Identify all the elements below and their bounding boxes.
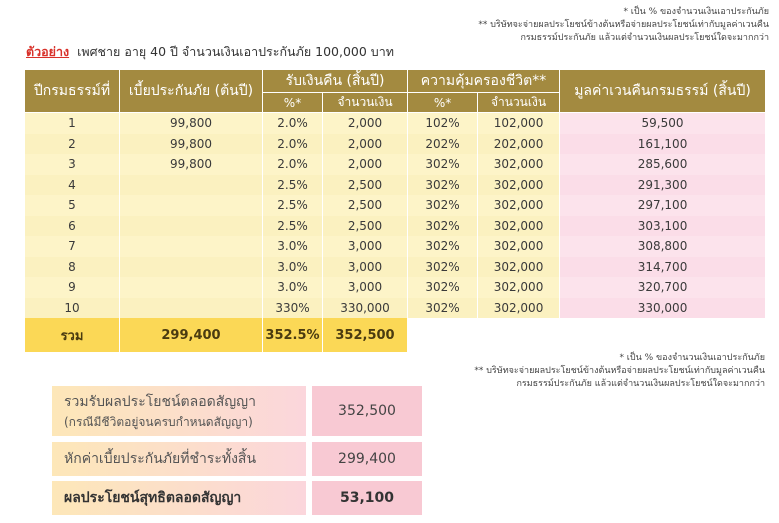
footnote-payout-cont: กรมธรรม์ประกันภัย แล้วแต่จำนวนเงินผลประโยชน์ใดจะมากกว่า [520, 33, 769, 43]
header-surrender: มูลค่าเวนคืนกรมธรรม์ (สิ้นปี) [560, 70, 766, 113]
cell-cashback-amount: 330,000 [323, 298, 408, 319]
cell-cashback-pct: 2.0% [263, 113, 323, 134]
table-row [25, 195, 766, 216]
cell-cashback-pct: 3.0% [263, 236, 323, 257]
table-row [25, 298, 766, 319]
cell-premium [120, 195, 263, 216]
table-row [25, 236, 766, 257]
cell-surrender-value: 297,100 [560, 195, 766, 216]
cell-year: 6 [25, 216, 120, 237]
total-cashback-amount: 352,500 [323, 318, 408, 352]
table-row [25, 175, 766, 196]
footnote-payout: ** บริษัทจะจ่ายผลประโยชน์ข้างต้นหรือจ่ายผลประโยชน์เท่ากับมูลค่าเวนคืน [478, 20, 769, 30]
header-cashback-amount: จำนวนเงิน [323, 93, 408, 113]
cell-protection-amount: 302,000 [478, 277, 560, 298]
cell-protection-pct: 102% [408, 113, 478, 134]
total-premium: 299,400 [120, 318, 263, 352]
cell-protection-amount: 302,000 [478, 257, 560, 278]
cell-cashback-amount: 3,000 [323, 277, 408, 298]
table-row [25, 216, 766, 237]
cell-premium [120, 277, 263, 298]
cell-protection-amount: 302,000 [478, 154, 560, 175]
cell-protection-amount: 302,000 [478, 175, 560, 196]
cell-protection-amount: 102,000 [478, 113, 560, 134]
table-row [25, 113, 766, 134]
cell-cashback-amount: 3,000 [323, 257, 408, 278]
cell-protection-amount: 302,000 [478, 216, 560, 237]
example-text: เพศชาย อายุ 40 ปี จำนวนเงินเอาประกันภัย 100,000 บาท [77, 44, 394, 59]
cell-protection-pct: 302% [408, 195, 478, 216]
cell-premium [120, 257, 263, 278]
cell-protection-amount: 302,000 [478, 195, 560, 216]
table-row [25, 154, 766, 175]
cell-year: 1 [25, 113, 120, 134]
cell-year: 3 [25, 154, 120, 175]
cell-cashback-amount: 3,000 [323, 236, 408, 257]
top-footnotes [429, 6, 769, 45]
cell-surrender-value: 314,700 [560, 257, 766, 278]
header-protection-amount: จำนวนเงิน [478, 93, 560, 113]
cell-surrender-value: 291,300 [560, 175, 766, 196]
cell-cashback-amount: 2,500 [323, 175, 408, 196]
example-intro [26, 42, 394, 62]
header-year: ปีกรมธรรม์ที่ [25, 70, 120, 113]
cell-premium: 99,800 [120, 134, 263, 155]
total-benefit-sublabel: (กรณีมีชีวิตอยู่จนครบกำหนดสัญญา) [64, 414, 253, 429]
mid-footnotes [465, 352, 765, 391]
cell-year: 7 [25, 236, 120, 257]
summary-net [52, 481, 422, 515]
footnote-payout-cont: กรมธรรม์ประกันภัย แล้วแต่จำนวนเงินผลประโยชน์ใดจะมากกว่า [516, 379, 765, 389]
cell-cashback-amount: 2,000 [323, 154, 408, 175]
cell-cashback-pct: 2.5% [263, 216, 323, 237]
cell-cashback-pct: 2.0% [263, 154, 323, 175]
cell-surrender-value: 308,800 [560, 236, 766, 257]
cell-premium: 99,800 [120, 113, 263, 134]
cell-surrender-value: 320,700 [560, 277, 766, 298]
total-benefit-value: 352,500 [312, 386, 422, 436]
summary-deduct [52, 442, 422, 476]
total-label: รวม [25, 318, 120, 352]
cell-protection-amount: 302,000 [478, 298, 560, 319]
footnote-payout: ** บริษัทจะจ่ายผลประโยชน์ข้างต้นหรือจ่ายผลประโยชน์เท่ากับมูลค่าเวนคืน [474, 366, 765, 376]
header-protection-pct: %* [408, 93, 478, 113]
cell-protection-amount: 202,000 [478, 134, 560, 155]
cell-protection-pct: 302% [408, 216, 478, 237]
cell-year: 10 [25, 298, 120, 319]
cell-cashback-pct: 3.0% [263, 257, 323, 278]
net-value: 53,100 [312, 481, 422, 515]
cell-protection-amount: 302,000 [478, 236, 560, 257]
cell-premium [120, 298, 263, 319]
cell-surrender-value: 285,600 [560, 154, 766, 175]
table-row [25, 134, 766, 155]
cell-year: 8 [25, 257, 120, 278]
cell-cashback-amount: 2,000 [323, 113, 408, 134]
cell-protection-pct: 302% [408, 298, 478, 319]
cell-surrender-value: 161,100 [560, 134, 766, 155]
cell-cashback-amount: 2,000 [323, 134, 408, 155]
net-label: ผลประโยชน์สุทธิตลอดสัญญา [64, 490, 242, 506]
deduct-label: หักค่าเบี้ยประกันภัยที่ชำระทั้งสิ้น [64, 451, 257, 467]
cell-protection-pct: 302% [408, 277, 478, 298]
cell-year: 5 [25, 195, 120, 216]
cell-cashback-amount: 2,500 [323, 195, 408, 216]
footnote-percent: * เป็น % ของจำนวนเงินเอาประกันภัย [619, 353, 765, 363]
cell-premium [120, 175, 263, 196]
cell-cashback-pct: 2.5% [263, 195, 323, 216]
cell-year: 4 [25, 175, 120, 196]
cell-premium [120, 236, 263, 257]
example-tag: ตัวอย่าง [26, 44, 70, 59]
cell-cashback-pct: 2.0% [263, 134, 323, 155]
cell-cashback-pct: 2.5% [263, 175, 323, 196]
total-cashback-pct: 352.5% [263, 318, 323, 352]
cell-year: 9 [25, 277, 120, 298]
cell-surrender-value: 330,000 [560, 298, 766, 319]
cell-protection-pct: 302% [408, 257, 478, 278]
total-row [25, 318, 766, 352]
cell-surrender-value: 303,100 [560, 216, 766, 237]
cell-cashback-pct: 330% [263, 298, 323, 319]
summary-total-benefit [52, 386, 422, 436]
cell-protection-pct: 302% [408, 175, 478, 196]
header-cashback: รับเงินคืน (สิ้นปี) [263, 70, 408, 93]
cell-protection-pct: 302% [408, 154, 478, 175]
table-row [25, 277, 766, 298]
cell-cashback-amount: 2,500 [323, 216, 408, 237]
cell-premium [120, 216, 263, 237]
header-premium: เบี้ยประกันภัย (ต้นปี) [120, 70, 263, 113]
deduct-value: 299,400 [312, 442, 422, 476]
table-row [25, 257, 766, 278]
cell-surrender-value: 59,500 [560, 113, 766, 134]
header-cashback-pct: %* [263, 93, 323, 113]
cell-year: 2 [25, 134, 120, 155]
benefit-table [25, 70, 766, 352]
cell-protection-pct: 202% [408, 134, 478, 155]
cell-protection-pct: 302% [408, 236, 478, 257]
header-protection: ความคุ้มครองชีวิต** [408, 70, 560, 93]
total-benefit-label: รวมรับผลประโยชน์ตลอดสัญญา [64, 393, 256, 410]
cell-premium: 99,800 [120, 154, 263, 175]
cell-cashback-pct: 3.0% [263, 277, 323, 298]
footnote-percent: * เป็น % ของจำนวนเงินเอาประกันภัย [623, 7, 769, 17]
